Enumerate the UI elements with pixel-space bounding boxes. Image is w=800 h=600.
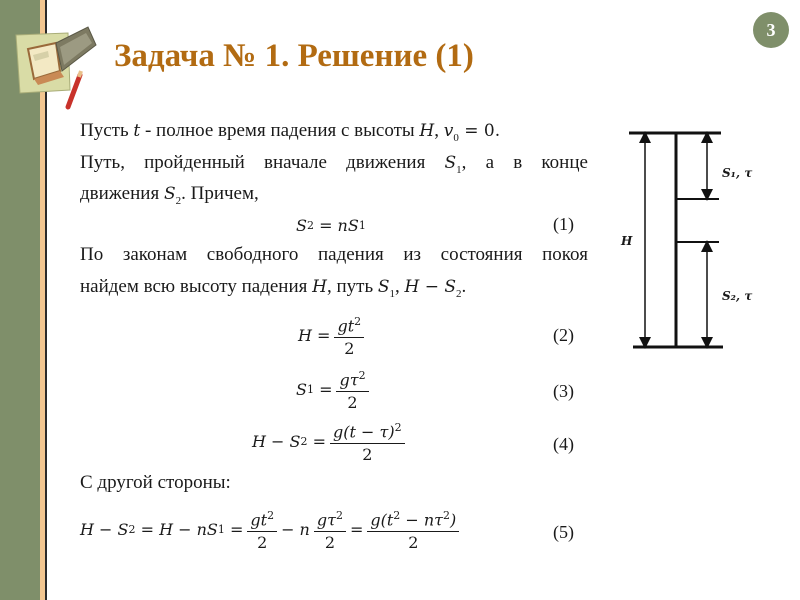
book-with-pencil-icon <box>8 5 98 113</box>
text-other-side: С другой стороны: <box>80 472 231 493</box>
equation-1: S 2 = nS 1 <box>296 216 366 235</box>
equation-number-3: (3) <box>553 381 574 401</box>
height-diagram-lines <box>620 120 780 360</box>
equation-number-5: (5) <box>553 522 574 542</box>
slide-number-badge: 3 <box>753 12 789 48</box>
text-line-4: По законам свободного падения из состояния покоя <box>80 244 588 265</box>
equation-number-4: (4) <box>553 434 574 454</box>
equation-4: H − S 2 = $\frac{g(t - \tau)^2}{2}$ <box>252 418 409 465</box>
equation-number-2: (2) <box>553 325 574 345</box>
page-title: Задача № 1. Решение (1) <box>114 38 474 74</box>
text-line-1: Пусть t - полное время падения с высоты H, $v_0 = 0$. <box>80 120 501 144</box>
diagram-label-S2: S₂, τ <box>722 289 753 303</box>
equation-3: S 1 = $\frac{g\tau^2}{2}$ <box>296 366 373 413</box>
diagram-label-H: H <box>621 234 633 248</box>
fall-diagram <box>620 120 780 360</box>
equation-2: H = $\frac{gt^2}{2}$ <box>298 312 368 359</box>
text-line-5: найдем всю высоту падения H, путь $S_1$, $H - S_2$. <box>80 276 467 300</box>
text-line-2: Путь, пройденный вначале движения $S_1$, а в конце <box>80 152 588 176</box>
diagram-label-S1: S₁, τ <box>722 166 753 180</box>
equation-5: H − S 2 = H − nS 1 = $\frac{gt^2}{2}$ − n $\frac{g\tau^2}{2}$ = $\frac{g(t^2 - n\tau^2)}{2}$ <box>80 506 463 553</box>
equation-number-1: (1) <box>553 214 574 234</box>
text-line-3: движения $S_2$. Причем, <box>80 183 259 207</box>
